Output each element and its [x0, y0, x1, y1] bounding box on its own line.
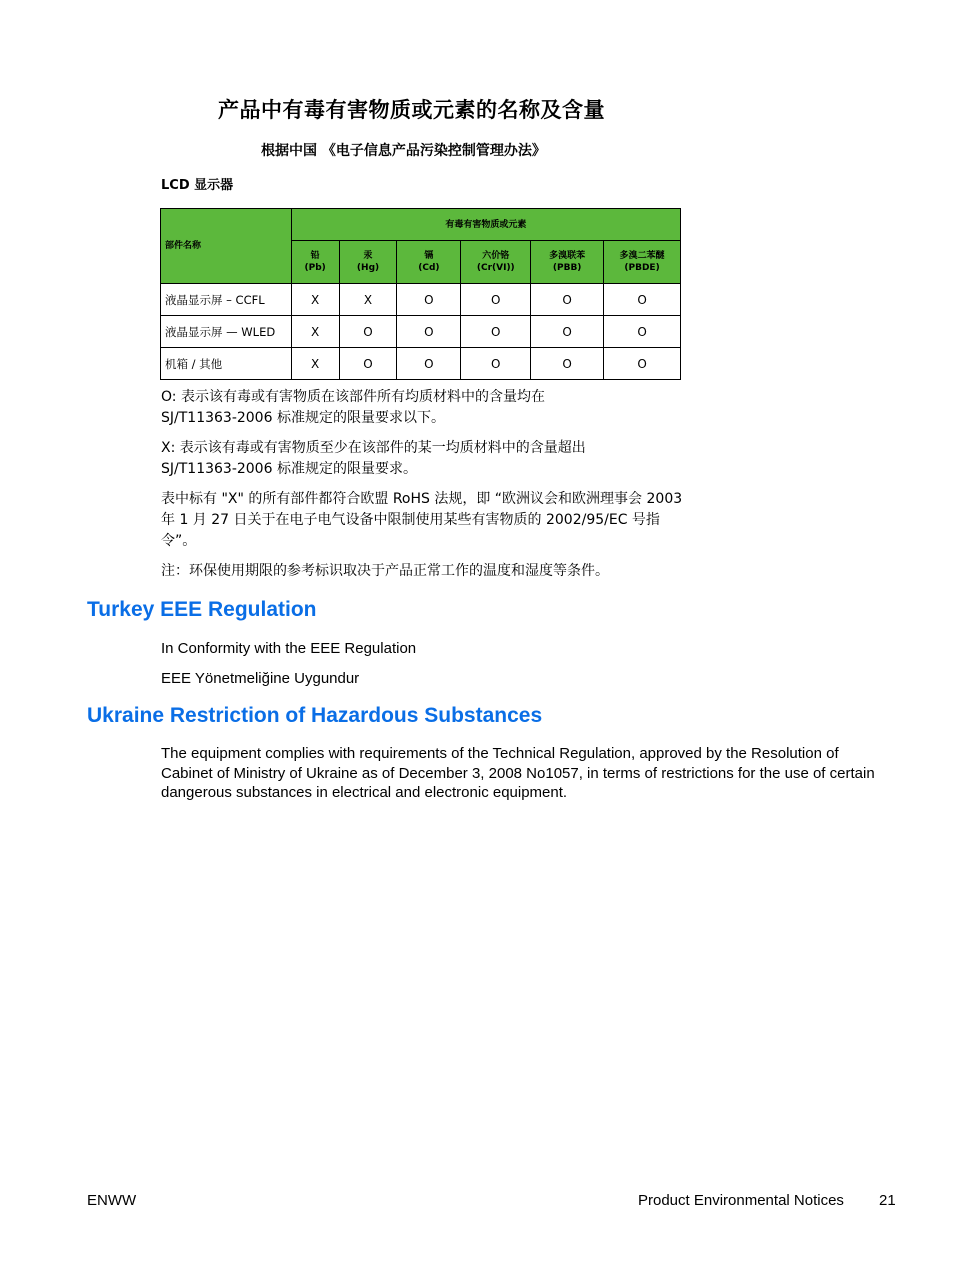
value-cell: O [397, 348, 461, 380]
cn-table-subtitle: 根据中国 《电子信息产品污染控制管理办法》 [261, 143, 546, 159]
value-cell: X [291, 348, 339, 380]
hazardous-substance-table [160, 208, 681, 380]
part-name-cell: 液晶显示屏 — WLED [161, 316, 292, 348]
note-env: 注：环保使用期限的参考标识取决于产品正常工作的温度和湿度等条件。 [161, 563, 609, 579]
part-name-cell: 液晶显示屏 – CCFL [161, 284, 292, 316]
table-row [161, 348, 681, 380]
page-number: 21 [879, 1192, 896, 1209]
value-cell: O [397, 316, 461, 348]
part-name-cell: 机箱 / 其他 [161, 348, 292, 380]
value-cell: O [604, 348, 681, 380]
value-cell: O [461, 316, 531, 348]
table-row [161, 316, 681, 348]
value-cell: O [461, 348, 531, 380]
value-cell: O [531, 316, 604, 348]
value-cell: X [291, 284, 339, 316]
note-table: 表中标有 "X" 的所有部件都符合欧盟 RoHS 法规，即 “欧洲议会和欧洲理事会 2003 年 1 月 27 日关于在电子电气设备中限制使用某些有害物质的 2002/95/EC 号指令”。 [161, 491, 683, 549]
ukraine-body: The equipment complies with requirements of the Technical Regulation, approved by the Resolution of Cabinet of Ministry of Ukraine as of December 3, 2008 No1057, in terms of restrictions for the use of certain dangerous substances in electrical and electronic equipment. [161, 745, 875, 801]
value-cell: O [604, 316, 681, 348]
value-cell: X [291, 316, 339, 348]
footer-left: ENWW [87, 1192, 137, 1209]
substance-header: 镉 (Cd) [397, 241, 461, 284]
part-name-header: 部件名称 [161, 209, 292, 284]
turkey-heading: Turkey EEE Regulation [87, 598, 317, 621]
value-cell: O [397, 284, 461, 316]
note-o: O: 表示该有毒或有害物质在该部件所有均质材料中的含量均在 SJ/T11363-2006 标准规定的限量要求以下。 [161, 389, 545, 426]
value-cell: O [531, 284, 604, 316]
lcd-label: LCD 显示器 [161, 178, 234, 193]
cn-table-title: 产品中有毒有害物质或元素的名称及含量 [218, 98, 605, 122]
value-cell: X [339, 284, 397, 316]
substance-header: 铅 (Pb) [291, 241, 339, 284]
substance-header: 汞 (Hg) [339, 241, 397, 284]
substance-header: 多溴二苯醚 (PBDE) [604, 241, 681, 284]
value-cell: O [461, 284, 531, 316]
note-x: X: 表示该有毒或有害物质至少在该部件的某一均质材料中的含量超出 SJ/T11363-2006 标准规定的限量要求。 [161, 440, 586, 477]
turkey-line-1: In Conformity with the EEE Regulation [161, 640, 417, 657]
value-cell: O [339, 316, 397, 348]
value-cell: O [339, 348, 397, 380]
substance-header: 多溴联苯 (PBB) [531, 241, 604, 284]
value-cell: O [531, 348, 604, 380]
ukraine-heading: Ukraine Restriction of Hazardous Substances [87, 704, 543, 727]
substance-group-header: 有毒有害物质或元素 [291, 209, 680, 241]
footer-section: Product Environmental Notices [638, 1192, 844, 1209]
substance-header: 六价铬 (Cr(VI)) [461, 241, 531, 284]
value-cell: O [604, 284, 681, 316]
table-row [161, 284, 681, 316]
turkey-line-2: EEE Yönetmeliğine Uygundur [161, 670, 360, 687]
